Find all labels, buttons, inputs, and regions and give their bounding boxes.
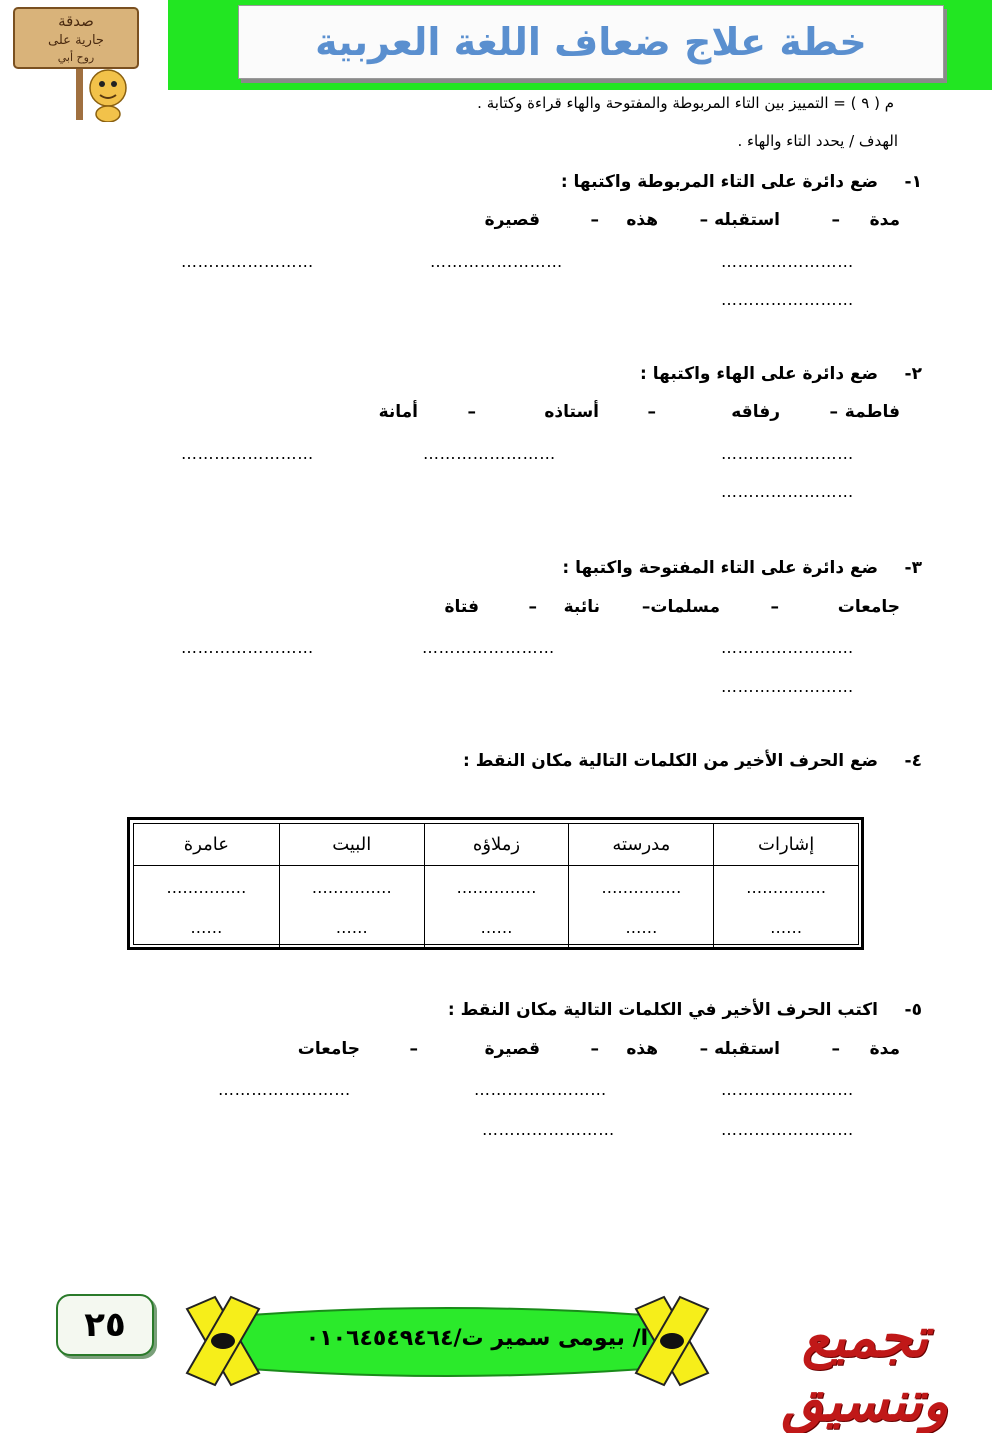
q1-number: ١- (904, 172, 922, 192)
q1-answer-blank: …………………… (721, 290, 854, 309)
table-blank: …… (480, 918, 513, 937)
table-answer-cell (713, 866, 858, 948)
q2-separator: – (829, 402, 838, 422)
page-number: ٢٥ (84, 1305, 126, 1345)
q2-separator: – (647, 402, 656, 422)
q2-number: ٢- (904, 364, 922, 384)
table-blank: …… (335, 918, 368, 937)
table-blank: …… (770, 918, 803, 937)
page-title: خطة علاج ضعاف اللغة العربية (315, 20, 867, 64)
table-blank: …… (190, 918, 223, 937)
q1-answer-blank: …………………… (721, 252, 854, 271)
q4-number: ٤- (904, 751, 922, 771)
sign-line-1: صدقة (58, 12, 94, 30)
q3-separator: – (528, 597, 537, 617)
signature-text: تجميع وتنسيق (781, 1305, 949, 1433)
q5-answer-blank: …………………… (721, 1080, 854, 1099)
q1-word: قصيرة (484, 210, 540, 230)
q3-word: مسلمات– (641, 597, 720, 617)
q5-number: ٥- (904, 1000, 922, 1020)
sign-board (14, 8, 138, 68)
q3-word: جامعات (837, 597, 900, 617)
q1-title: ضع دائرة على التاء المربوطة واكتبها : (560, 172, 878, 192)
q5-separator: – (409, 1039, 418, 1059)
q1-separator: – (831, 210, 840, 230)
q3-answer-blank: …………………… (721, 638, 854, 657)
q2-word: أستاذه (544, 402, 599, 422)
table-blank: …………… (456, 878, 537, 897)
q5-word: قصيرة (484, 1039, 540, 1059)
q5-word: هذه (626, 1039, 658, 1059)
q2-title: ضع دائرة على الهاء واكتبها : (640, 364, 878, 384)
q5-word: استقبله – (699, 1039, 780, 1059)
q3-title: ضع دائرة على التاء المفتوحة واكتبها : (562, 558, 878, 578)
table-answer-cell (568, 866, 713, 948)
page-number-box (56, 1294, 154, 1356)
table-blank: …………… (601, 878, 682, 897)
table-answer-cell (424, 866, 569, 948)
q3-answer-blank: …………………… (721, 677, 854, 696)
q5-word: جامعات (297, 1039, 360, 1059)
lesson-line: م ( ٩ ) = التمييز بين التاء المربوطة والمفتوحة والهاء قراءة وكتابة . (477, 94, 894, 112)
q5-word: مدة (869, 1039, 900, 1059)
q1-separator: – (590, 210, 599, 230)
lesson-goal: الهدف / يحدد التاء والهاء . (737, 132, 898, 150)
table-answer-cell (134, 866, 279, 948)
table-blank: …………… (311, 878, 392, 897)
q1-answer-blank: …………………… (430, 252, 563, 271)
q1-word: هذه (626, 210, 658, 230)
sign-line-2: جارية على (48, 33, 104, 48)
q5-answer-blank: …………………… (721, 1120, 854, 1139)
q2-answer-blank: …………………… (721, 482, 854, 501)
table-answer-cell (279, 866, 424, 948)
q3-separator: – (770, 597, 779, 617)
q2-word: رفاقه (731, 402, 780, 422)
q2-word: فاطمة (844, 402, 900, 422)
q1-word: مدة (869, 210, 900, 230)
table-header-cell: عامرة (134, 824, 279, 866)
q5-separator: – (590, 1039, 599, 1059)
sign-line-3: روح أبي (57, 51, 95, 64)
q2-answer-blank: …………………… (181, 444, 314, 463)
title-box (238, 5, 944, 79)
table-header-cell: إشارات (713, 824, 858, 866)
q3-word: نائبة (563, 597, 600, 617)
q3-answer-blank: …………………… (181, 638, 314, 657)
table-blank: …… (625, 918, 658, 937)
q2-answer-blank: …………………… (721, 444, 854, 463)
q2-separator: – (467, 402, 476, 422)
q1-word: استقبله – (699, 210, 780, 230)
q5-answer-blank: …………………… (482, 1120, 615, 1139)
q5-answer-blank: …………………… (218, 1080, 351, 1099)
q5-answer-blank: …………………… (474, 1080, 607, 1099)
q3-answer-blank: …………………… (422, 638, 555, 657)
words-table (133, 823, 859, 945)
table-blank: …………… (166, 878, 247, 897)
q3-number: ٣- (904, 558, 922, 578)
q5-separator: – (831, 1039, 840, 1059)
q5-title: اكتب الحرف الأخير في الكلمات التالية مكان النقط : (447, 1000, 878, 1020)
table-blank: …………… (746, 878, 827, 897)
q1-answer-blank: …………………… (181, 252, 314, 271)
table-header-cell: زملاؤه (424, 824, 569, 866)
q2-answer-blank: …………………… (423, 444, 556, 463)
author-contact: ا/ بيومى سمير ت/٠١٠٦٤٥٤٩٤٦٤ (305, 1326, 649, 1351)
table-header-cell: البيت (279, 824, 424, 866)
table-header-cell: مدرسته (568, 824, 713, 866)
q2-word: أمانة (378, 402, 418, 422)
q4-title: ضع الحرف الأخير من الكلمات التالية مكان النقط : (462, 751, 878, 771)
q3-word: فتاة (444, 597, 479, 617)
